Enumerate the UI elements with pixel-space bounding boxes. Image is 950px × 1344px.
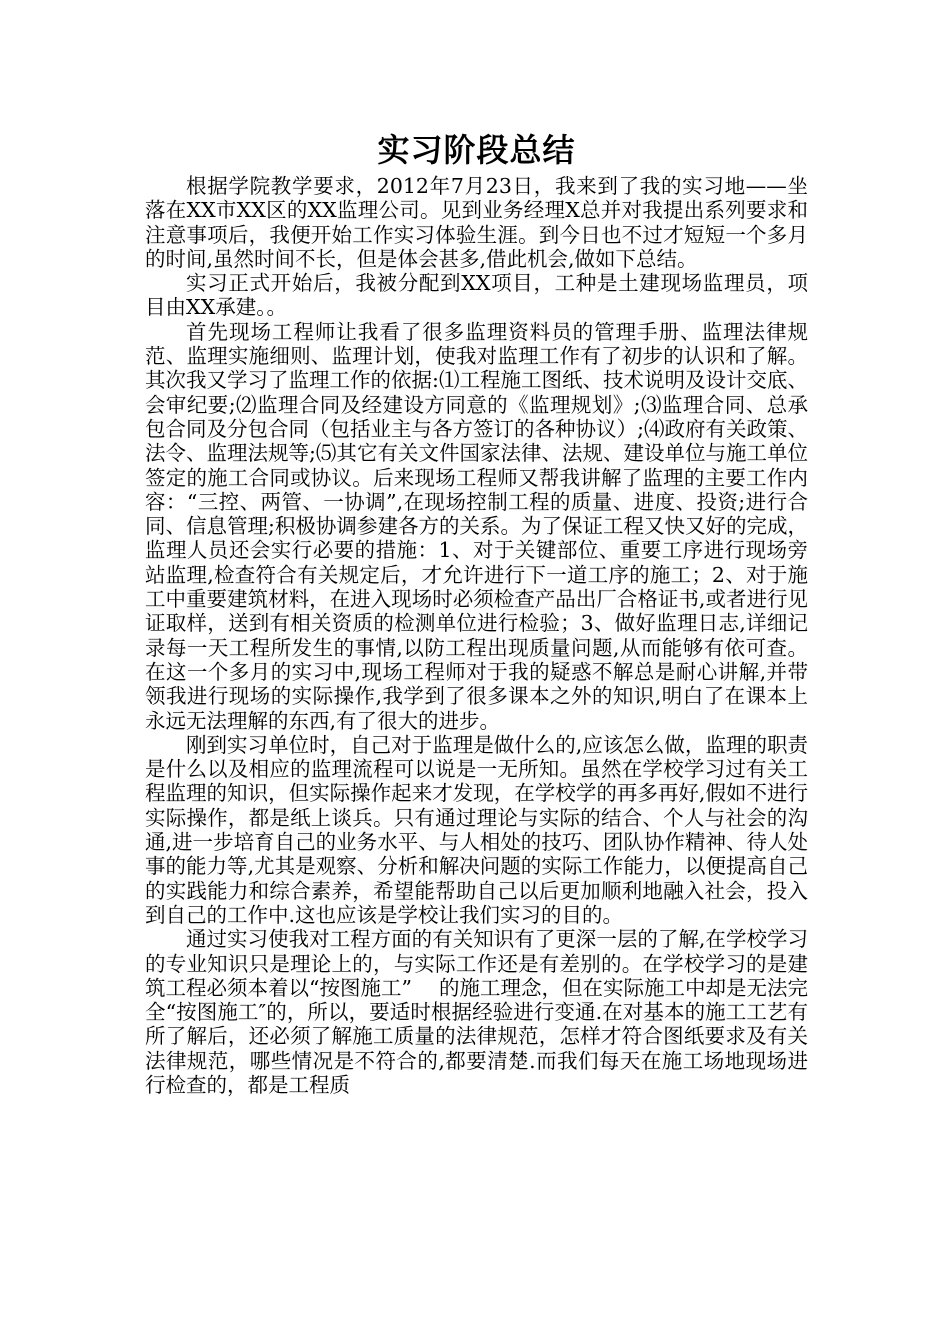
- document-title: 实习阶段总结: [377, 131, 576, 169]
- paragraph-1: 根据学院教学要求，2012年7月23日，我来到了我的实习地——坐落在XX市XX区的XX监理公司。见到业务经理X总并对我提出系列要求和注意事项后，我便开始工作实习体验生涯。到今日也不过才短短一个多月的时间,虽然时间不长，但是体会甚多,借此机会,做如下总结。: [145, 174, 808, 271]
- paragraph-5: 通过实习使我对工程方面的有关知识有了更深一层的了解,在学校学习的专业知识只是理论上的，与实际工作还是有差别的。在学校学习的是建筑工程必须本着以“按图施工” 的施工理念，但在实际施工中却是无法完全“按图施工″的，所以，要适时根据经验进行变通.在对基本的施工工艺有所了解后，还必须了解施工质量的法律规范，怎样才符合图纸要求及有关法律规范，哪些情况是不符合的,都要清楚.而我们每天在施工场地现场进行检查的，都是工程质: [145, 927, 808, 1097]
- paragraph-4: 刚到实习单位时，自己对于监理是做什么的,应该怎么做，监理的职责是什么以及相应的监理流程可以说是一无所知。虽然在学校学习过有关工程监理的知识，但实际操作起来才发现，在学校学的再多再好,假如不进行实际操作，都是纸上谈兵。只有通过理论与实际的结合、个人与社会的沟通,进一步培育自己的业务水平、与人相处的技巧、团队协作精神、待人处事的能力等,尤其是观察、分析和解决问题的实际工作能力，以便提高自己的实践能力和综合素养，希望能帮助自己以后更加顺利地融入社会，投入到自己的工作中.这也应该是学校让我们实习的目的。: [145, 732, 808, 927]
- document-page: [145, 126, 808, 1097]
- paragraph-3: 首先现场工程师让我看了很多监理资料员的管理手册、监理法律规范、监理实施细则、监理计划，使我对监理工作有了初步的认识和了解。其次我又学习了监理工作的依据:⑴工程施工图纸、技术说明及设计交底、会审纪要;⑵监理合同及经建设方同意的《监理规划》;⑶监理合同、总承包合同及分包合同（包括业主与各方签订的各种协议）;⑷政府有关政策、法令、监理法规等;⑸其它有关文件国家法律、法规、建设单位与施工单位签定的施工合同或协议。后来现场工程师又帮我讲解了监理的主要工作内容：“三控、两管、一协调”,在现场控制工程的质量、进度、投资;进行合同、信息管理;积极协调参建各方的关系。为了保证工程又快又好的完成，监理人员还会实行必要的措施：1、对于关键部位、重要工序进行现场旁站监理,检查符合有关规定后，才允许进行下一道工序的施工；2、对于施工中重要建筑材料，在进入现场时必须检查产品出厂合格证书,或者进行见证取样，送到有相关资质的检测单位进行检验；3、做好监理日志,详细记录每一天工程所发生的事情,以防工程出现质量问题,从而能够有依可查。在这一个多月的实习中,现场工程师对于我的疑惑不解总是耐心讲解,并带领我进行现场的实际操作,我学到了很多课本之外的知识,明白了在课本上永远无法理解的东西,有了很大的进步。: [145, 319, 808, 733]
- paragraph-2: 实习正式开始后，我被分配到XX项目，工种是土建现场监理员，项目由XX承建。。: [145, 271, 808, 320]
